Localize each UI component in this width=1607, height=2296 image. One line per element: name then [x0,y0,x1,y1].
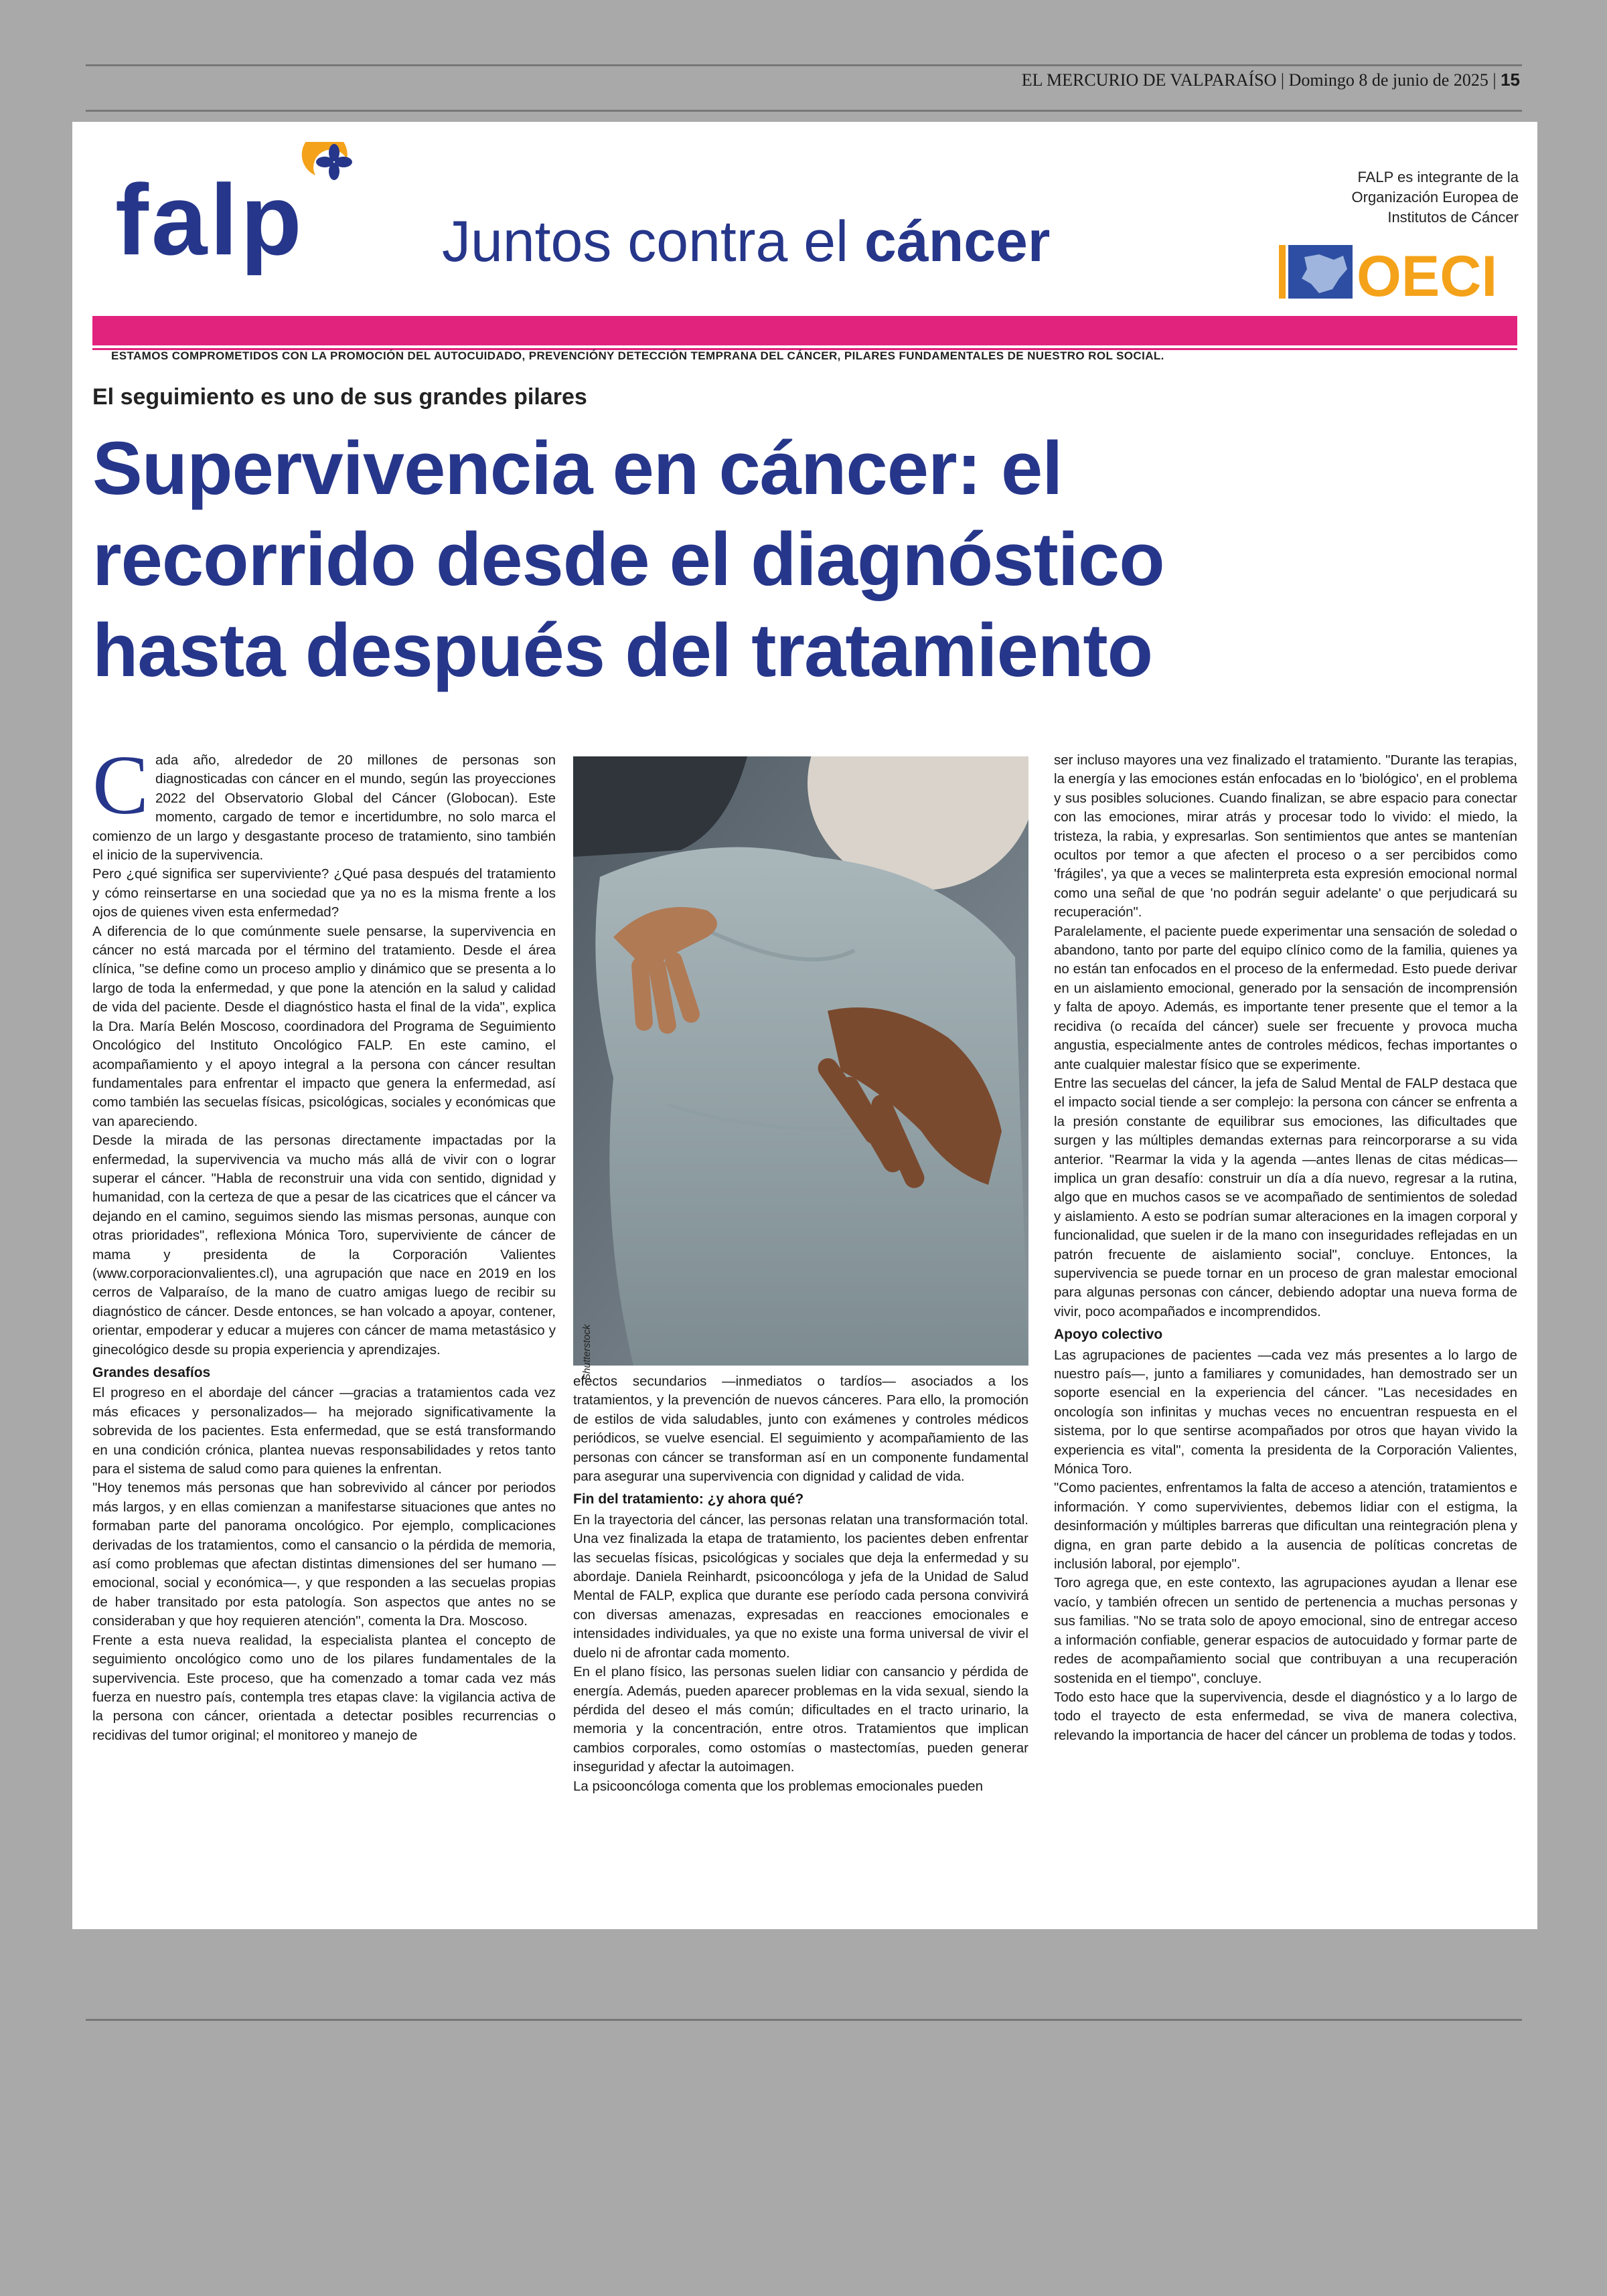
article-headline [92,423,1432,696]
top-rule-2 [86,110,1522,112]
photo-credit: Shutterstock [581,1324,593,1380]
falp-logo [111,142,486,276]
oeci-wordmark: OECI [1357,244,1498,309]
masthead: EL MERCURIO DE VALPARAÍSO | Domingo 8 de junio de 2025 | 15 [1021,70,1520,90]
paragraph [92,739,556,865]
article-photo [573,756,1028,1366]
oeci-line-3: Institutos de Cáncer [1387,209,1519,226]
paragraph: ser incluso mayores una vez finalizado el tratamiento. "Durante las terapias, la energía y las emociones están enfocadas en lo 'biológico', en el problema y sus posibles soluciones. Cuando finalizan, se abre espacio para conectar con las emociones, mirar atrás y procesar todo lo vivido: el miedo, la tristeza, la rabia, y expresarlas. Son sentimientos que antes se mantenían ocultos por temor a que afecten el proceso o a ser percibidos como 'frágiles', ya que a veces se malinterpreta esta expresión emocional normal como una señal de que 'no podrán seguir adelante' o que perjudicará su recuperación". [1054,752,1517,920]
article-column-1 [92,739,556,1745]
publication-name: EL MERCURIO DE VALPARAÍSO [1021,70,1277,90]
bottom-rule [86,2019,1522,2021]
headline-line-1: Supervivencia en cáncer: el [92,426,1063,510]
commitment-strap: ESTAMOS COMPROMETIDOS CON LA PROMOCIÓN DEL AUTOCUIDADO, PREVENCIÓNY DETECCIÓN TEMPRANA DEL CÁNCER, PILARES FUNDAMENTALES DE NUESTRO ROL SOCIAL. [111,349,1164,362]
paragraph-text: ada año, alrededor de 20 millones de personas son diagnosticadas con cáncer en el mundo, según las proyecciones 2022 del Observatorio Global del Cáncer (Globocan). Este momento, cargado de temor e incertidumbre, no solo marca el comienzo de un largo y desgastante proceso de tratamiento, sino también el inicio de la supervivencia. [92,752,556,864]
paragraph: Desde la mirada de las personas directamente impactadas por la enfermedad, la supervivencia va mucho más allá de vivir con o lograr superar el cáncer. "Habla de reconstruir una vida con sentido, dignidad y humanidad, con la certeza de que a pesar de las cicatrices que el cáncer va dejando en el camino, seguimos siendo las mismas personas, aunque con otras prioridades", reflexiona Mónica Toro, superviviente de cáncer de mama y presidenta de la Corporación Valientes (www.corporacionvalientes.cl), una agrupación que nace en 2019 en los cerros de Valparaíso, de la mano de cuatro amigas luego de recibir su diagnóstico de cáncer. Desde entonces, se han volcado a apoyar, contener, orientar, empoderar y educar a mujeres con cáncer de mama metastásico y ginecológico desde su propia experiencia y aprendizajes. [92,1133,556,1358]
slogan [442,209,1050,275]
subheading-apoyo-colectivo: Apoyo colectivo [1054,1327,1163,1343]
article-column-2 [573,1372,1028,1796]
publication-date: Domingo 8 de junio de 2025 [1288,70,1488,90]
paragraph: Entre las secuelas del cáncer, la jefa de Salud Mental de FALP destaca que el impacto social tiende a ser complejo: la persona con cáncer se enfrenta a la presión constante de equilibrar sus emociones, las dificultades que surgen y las múltiples demandas externas para reincorporarse a su vida anterior. "Rearmar la vida y la agenda —antes llenas de citas médicas— implica un gran desafío: construir un día a día nuevo, regresar a la rutina, algo que en muchos casos se ve acompañado de sentimientos de soledad y aislamiento. A esto se podrían sumar alteraciones en la imagen corporal y funcionalidad, que suelen ir de la mano con inseguridades reflejadas en un patrón frecuente de aislamiento social", concluye. Entonces, la supervivencia se puede tornar en un proceso de gran malestar emocional para algunas personas con cáncer, debiendo adoptar una nueva forma de vivir, poco acompañados e incomprendidos. [1054,1075,1517,1319]
paragraph: "Hoy tenemos más personas que han sobrevivido al cáncer por periodos más largos, y en ellas comienzan a manifestarse situaciones que antes no formaban parte del panorama oncológico. Por ejemplo, complicaciones derivadas de los tratamientos, como el cansancio o la pérdida de memoria, así como problemas que afectan distintas dimensiones del ser humano —emocional, social y económica—, y que responden a las secuelas propias de haber transitado por esta patología. Son aspectos que antes no se consideraban y que hoy requieren atención", comenta la Dra. Moscoso. [92,1480,556,1629]
paragraph: Paralelamente, el paciente puede experimentar una sensación de soledad o abandono, tanto por parte del equipo clínico como de la familia, quienes ya no están tan enfocados en el proceso de la enfermedad. Esto puede derivar en un aislamiento emocional, generado por la sensación de incomprensión y falta de apoyo. Además, es importante tener presente que el temor a la recidiva (o recaída del cáncer) suele ser frecuente y provoca mucha angustia, especialmente antes de controles médicos, fechas importantes o ante cualquier malestar físico que se experimente. [1054,923,1517,1072]
headline-line-3: hasta después del tratamiento [92,608,1153,692]
top-rule-1 [86,64,1522,66]
headline-line-2: recorrido desde el diagnóstico [92,517,1164,601]
slogan-bold: cáncer [864,210,1051,274]
subheading-grandes-desafios: Grandes desafíos [92,1365,211,1380]
oeci-line-1: FALP es integrante de la [1357,169,1519,185]
paragraph: Pero ¿qué significa ser superviviente? ¿Qué pasa después del tratamiento y cómo reinsertarse en una sociedad que ya no es la misma frente a los ojos de quienes viven esta enfermedad? [92,866,556,920]
paragraph: efectos secundarios —inmediatos o tardíos— asociados a los tratamientos, y la prevención de nuevos cánceres. Para ello, la promoción de estilos de vida saludables, junto con exámenes y controles médicos periódicos, se vuelve esencial. El seguimiento y acompañamiento de las personas con cáncer se transforman así en un componente fundamental para asegurar una supervivencia con dignidad y calidad de vida. [573,1374,1028,1485]
paragraph: Frente a esta nueva realidad, la especialista plantea el concepto de seguimiento oncológico como uno de los pilares fundamentales de la supervivencia. Este proceso, que ha comenzado a tomar cada vez más fuerza en nuestro país, contempla tres etapas clave: la vigilancia activa de la persona con cáncer, orientada a detectar posibles recurrencias o recidivas del tumor original; el monitoreo y manejo de [92,1632,556,1743]
paragraph: La psicooncóloga comenta que los problemas emocionales pueden [573,1778,983,1794]
drop-cap: C [92,739,149,832]
paragraph: El progreso en el abordaje del cáncer —gracias a tratamientos cada vez más eficaces y personalizados— ha mejorado significativamente la sobrevida de los pacientes. Esta enfermedad, que se está transformando en una condición crónica, plantea nuevas responsabilidades y retos tanto para el sistema de salud como para quienes la enfrentan. [92,1385,556,1477]
article-kicker: El seguimiento es uno de sus grandes pilares [92,384,587,410]
newspaper-page [72,122,1537,1929]
paragraph: "Como pacientes, enfrentamos la falta de acceso a atención, tratamientos e información. Y como supervivientes, debemos lidiar con el estigma, la desinformación y múltiples barreras que dificultan una reintegración plena y digna, en gran parte debido a la ausencia de políticas concretas de inclusión laboral, por ejemplo". [1054,1480,1517,1572]
article-column-3 [1054,751,1517,1745]
paragraph: A diferencia de lo que comúnmente suele pensarse, la supervivencia en cáncer no está marcada por el término del tratamiento. Desde el área clínica, "se define como un proceso amplio y dinámico que se presenta a lo largo de toda la enfermedad, y que pone la atención en la salud y calidad de vida del paciente. Desde el diagnóstico hasta el final de la vida", explica la Dra. María Belén Moscoso, coordinadora del Programa de Seguimiento Oncológico del Instituto Oncológico FALP. En este camino, el acompañamiento y el apoyo integral a la persona con cáncer resultan fundamentales para enfrentar el impacto que genera la enfermedad, así como también las secuelas físicas, psicológicas, sociales y económicas que van apareciendo. [92,923,556,1129]
paragraph: Las agrupaciones de pacientes —cada vez más presentes a lo largo de nuestro país—, junto a familiares y comunidades, han demostrado ser un soporte esencial en la experiencia del cáncer. "Las necesidades en oncología son infinitas y muchas veces no encuentran respuesta en el sistema, por lo que sentirse acompañados por otros que hayan vivido la experiencia es vital", comenta la presidenta de la Corporación Valientes, Mónica Toro. [1054,1347,1517,1477]
paragraph: Toro agrega que, en este contexto, las agrupaciones ayudan a llenar ese vacío, y también ofrecen un sentido de pertenencia a muchas personas y sus familias. "No se trata solo de apoyo emocional, sino de entregar acceso a información confiable, generar espacios de autocuidado y formar parte de redes de acompañamiento social que contribuyan a una recuperación sostenida en el tiempo", concluye. [1054,1575,1517,1686]
paragraph: En la trayectoria del cáncer, las personas relatan una transformación total. Una vez finalizada la etapa de tratamiento, los pacientes deben enfrentar las secuelas físicas, psicológicas y sociales que deja la enfermedad y su abordaje. Daniela Reinhardt, psicooncóloga y jefa de la Unidad de Salud Mental de FALP, explica que durante ese período cada persona convivirá con diversas amenazas, expresadas en reacciones emocionales e intensidades individuales, ya que no existe una forma universal de vivir el duelo ni de afrontar cada momento. [573,1511,1028,1661]
paragraph: Todo esto hace que la supervivencia, desde el diagnóstico y a lo largo de todo el trayecto de esta enfermedad, se viva de manera colectiva, relevando la importancia de hacer del cáncer un problema de todas y todos. [1054,1689,1517,1743]
slogan-light: Juntos contra el [442,210,849,274]
subheading-fin-del-tratamiento: Fin del tratamiento: ¿y ahora qué? [573,1491,804,1507]
oeci-logo [1278,237,1519,311]
paragraph: En el plano físico, las personas suelen lidiar con cansancio y pérdida de energía. Además, pueden aparecer problemas en la vida sexual, siendo la pérdida del deseo el más común; dificultades en el tracto urinario, la memoria y la concentración, entre otros. Tratamientos que implican cambios corporales, como ostomías o mastectomías, pueden generar inseguridad y afectar la autoimagen. [573,1664,1028,1775]
oeci-line-2: Organización Europea de [1351,189,1519,206]
pink-band [92,316,1517,345]
oeci-member-note [1251,167,1519,228]
embrace-photo-illustration [573,756,1028,1366]
page-number: 15 [1501,70,1520,90]
falp-wordmark: falp [115,163,305,276]
